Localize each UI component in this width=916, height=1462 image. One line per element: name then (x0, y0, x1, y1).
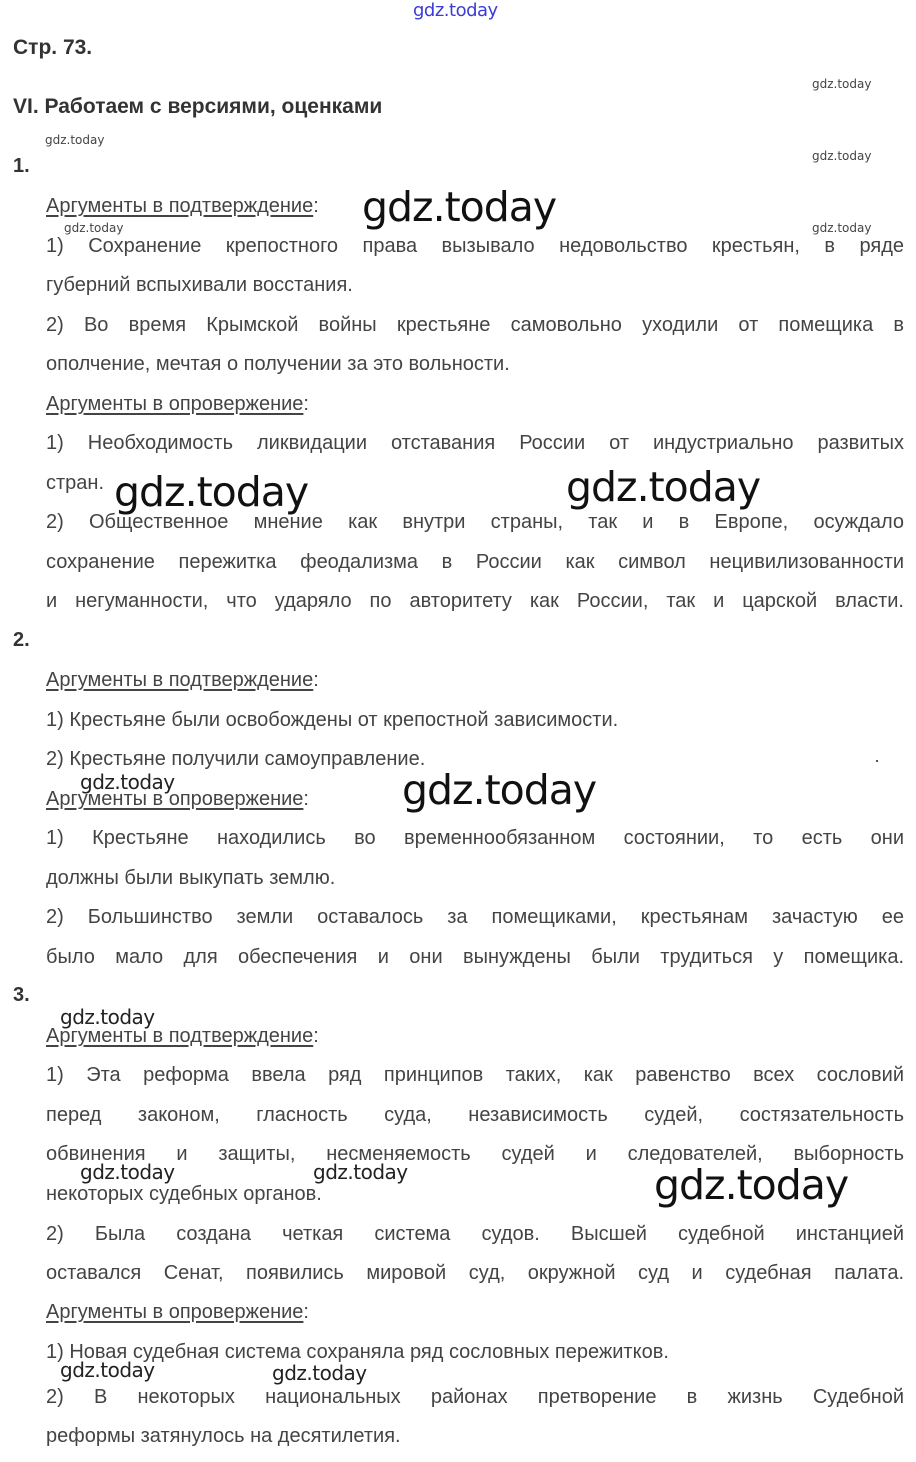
section-1-confirm-line: ополчение, мечтая о получении за это вольности. (46, 353, 510, 375)
section-1-confirm-line: 1) Сохранение крепостного права вызывало недовольство крестьян, в ряде (46, 235, 904, 257)
section-1-confirm-label: Аргументы в подтверждение: (46, 195, 319, 217)
watermark-small: gdz.today (45, 133, 105, 147)
watermark-medium: gdz.today (60, 1005, 155, 1029)
watermark-medium: gdz.today (313, 1160, 408, 1184)
section-2-confirm-line: 2) Крестьяне получили самоуправление. (46, 748, 426, 770)
section-1-refute-line: 1) Необходимость ликвидации отставания России от индустриально развитых (46, 432, 904, 454)
stray-dot (876, 760, 878, 762)
section-3-confirm-line: перед законом, гласность суда, независимость судей, состязательность (46, 1104, 904, 1126)
section-2-refute-line: 2) Большинство земли оставалось за помещиками, крестьянам зачастую ее (46, 906, 904, 928)
watermark-large: gdz.today (362, 183, 557, 231)
section-3-refute-label: Аргументы в опровержение: (46, 1301, 309, 1323)
section-3-confirm-label: Аргументы в подтверждение: (46, 1025, 319, 1047)
watermark-top: gdz.today (413, 0, 498, 21)
section-1-refute-line: и негуманности, что ударяло по авторитету как России, так и царской власти. (46, 590, 904, 612)
page-number: Стр. 73. (13, 36, 93, 59)
watermark-large: gdz.today (402, 766, 597, 814)
watermark-medium: gdz.today (272, 1361, 367, 1385)
section-3-refute-line: реформы затянулось на десятилетия. (46, 1425, 401, 1447)
watermark-large: gdz.today (114, 468, 309, 516)
section-2-refute-line: было мало для обеспечения и они вынуждены были трудиться у помещика. (46, 946, 904, 968)
section-3-confirm-line: оставался Сенат, появились мировой суд, окружной суд и судебная палата. (46, 1262, 904, 1284)
watermark-large: gdz.today (654, 1161, 849, 1209)
section-1-refute-line: 2) Общественное мнение как внутри страны, так и в Европе, осуждало (46, 511, 904, 533)
section-2-refute-line: должны были выкупать землю. (46, 867, 336, 889)
section-2-refute-line: 1) Крестьяне находились во временнообязанном состоянии, то есть они (46, 827, 904, 849)
section-1-refute-line: стран. (46, 472, 105, 494)
watermark-small: gdz.today (812, 77, 872, 91)
section-1-number: 1. (13, 155, 30, 177)
section-3-confirm-line: 1) Эта реформа ввела ряд принципов таких, как равенство всех сословий (46, 1064, 904, 1086)
watermark-small: gdz.today (812, 149, 872, 163)
section-heading: VI. Работаем с версиями, оценками (13, 95, 383, 118)
section-3-number: 3. (13, 984, 30, 1006)
section-2-refute-label: Аргументы в опровержение: (46, 788, 309, 810)
section-1-refute-label: Аргументы в опровержение: (46, 393, 309, 415)
watermark-large: gdz.today (566, 463, 761, 511)
watermark-small: gdz.today (812, 221, 872, 235)
section-2-confirm-label: Аргументы в подтверждение: (46, 669, 319, 691)
watermark-medium: gdz.today (80, 770, 175, 794)
watermark-medium: gdz.today (80, 1160, 175, 1184)
section-3-confirm-line: 2) Была создана четкая система судов. Высшей судебной инстанцией (46, 1223, 904, 1245)
section-3-confirm-line: некоторых судебных органов. (46, 1183, 322, 1205)
watermark-medium: gdz.today (60, 1358, 155, 1382)
section-1-confirm-line: губерний вспыхивали восстания. (46, 274, 353, 296)
watermark-small: gdz.today (64, 221, 124, 235)
section-3-refute-line: 1) Новая судебная система сохраняла ряд сословных пережитков. (46, 1341, 669, 1363)
section-2-number: 2. (13, 629, 30, 651)
section-3-confirm-line: обвинения и защиты, несменяемость судей и следователей, выборность (46, 1143, 904, 1165)
section-1-refute-line: сохранение пережитка феодализма в России как символ нецивилизованности (46, 551, 904, 573)
section-1-confirm-line: 2) Во время Крымской войны крестьяне самовольно уходили от помещика в (46, 314, 904, 336)
section-3-refute-line: 2) В некоторых национальных районах претворение в жизнь Судебной (46, 1386, 904, 1408)
section-2-confirm-line: 1) Крестьяне были освобождены от крепостной зависимости. (46, 709, 619, 731)
